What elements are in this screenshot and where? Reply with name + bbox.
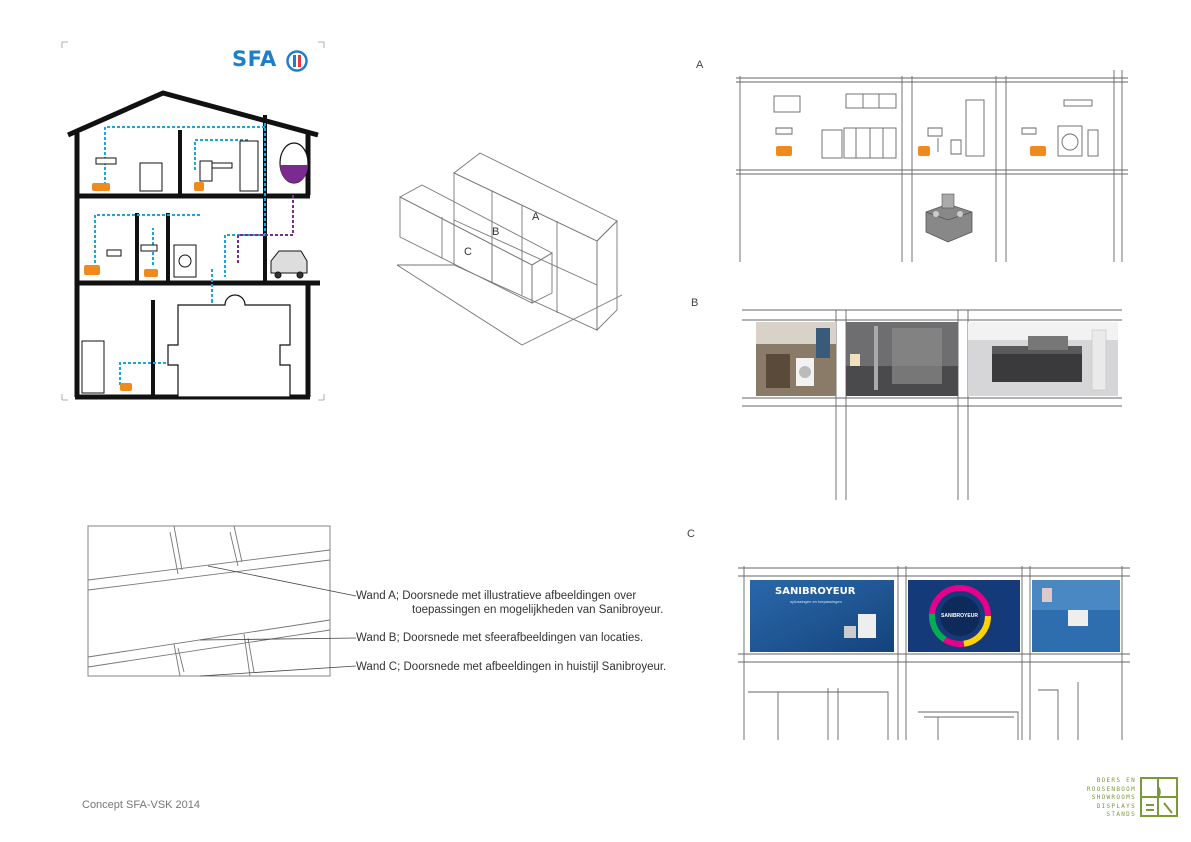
brand-logo-icon [1140, 777, 1178, 817]
house-cross-section [60, 85, 325, 403]
banner-circle-text: SANIBROYEUR [941, 613, 978, 619]
location-photo-bathroom [846, 322, 958, 396]
caption-wand-b: Wand B; Doorsnede met sfeerafbeeldingen van locaties. [356, 632, 644, 644]
iso-label-c: C [464, 246, 472, 258]
brand-wordmark: BOERS EN ROOSENBOOM SHOWROOMS DISPLAYS STANDS [1086, 777, 1136, 818]
panel-label-a: A [696, 59, 704, 71]
iso-label-b: B [492, 226, 500, 238]
caption-leaders [200, 560, 360, 680]
caption-wand-c: Wand C; Doorsnede met afbeeldingen in huistijl Sanibroyeur. [356, 661, 667, 673]
panel-label-c: C [687, 528, 695, 540]
isometric-stand-sketch [392, 145, 624, 355]
caption-wand-a-cont: toepassingen en mogelijkheden van Sanibroyeur. [412, 604, 664, 616]
wall-a-elevation [736, 70, 1128, 265]
caption-wand-a: Wand A; Doorsnede met illustratieve afbeeldingen over [356, 590, 637, 602]
banner-title: SANIBROYEUR [775, 586, 856, 597]
banner-subtitle: oplossingen en toepassingen [790, 599, 842, 604]
location-photo-laundry [756, 322, 836, 396]
location-photo-kitchen [968, 322, 1118, 396]
iso-label-a: A [532, 211, 540, 223]
sfa-logo: SFA [232, 47, 277, 71]
panel-label-b: B [691, 297, 699, 309]
footer-concept-label: Concept SFA-VSK 2014 [82, 799, 201, 811]
wall-b-elevation [742, 306, 1122, 502]
